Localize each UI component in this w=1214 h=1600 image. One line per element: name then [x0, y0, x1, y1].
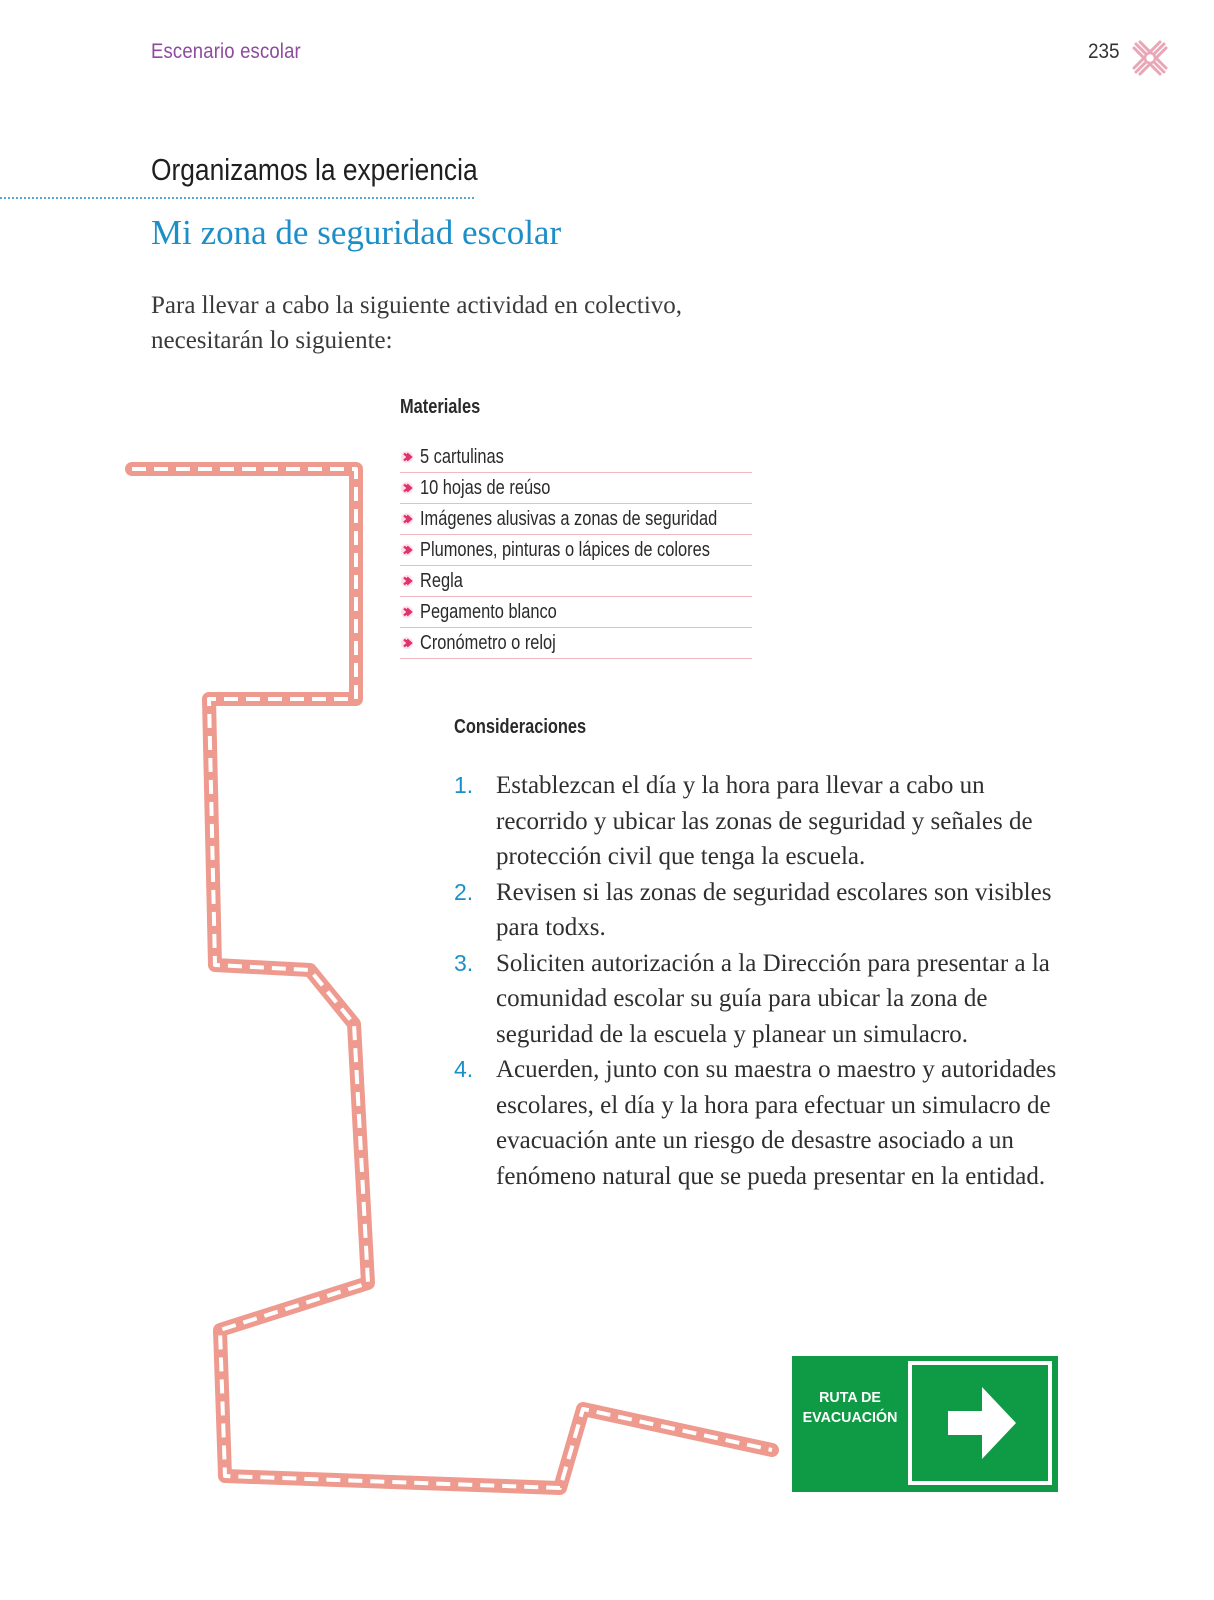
material-item — [400, 628, 752, 659]
material-item — [400, 535, 752, 566]
intro-paragraph: Para llevar a cabo la siguiente actividad en colectivo, necesitarán lo siguiente: — [151, 292, 683, 354]
chevron-bullet-icon — [400, 512, 414, 526]
dotted-divider — [0, 197, 474, 199]
consideration-item — [454, 946, 1074, 1053]
section-kicker: Organizamos la experiencia — [151, 152, 478, 187]
material-item-label: Pegamento blanco — [420, 600, 557, 623]
chevron-bullet-icon — [400, 636, 414, 650]
page-title: Mi zona de seguridad escolar — [151, 213, 562, 252]
step-number: 2. — [454, 878, 474, 905]
consideration-item — [454, 1052, 1074, 1194]
materials-list — [400, 442, 752, 659]
material-item-label: Imágenes alusivas a zonas de seguridad — [420, 507, 718, 530]
evacuation-route-sign — [792, 1356, 1058, 1492]
considerations-heading: Consideraciones — [454, 716, 587, 738]
step-text: Revisen si las zonas de seguridad escolares son visibles para todxs. — [496, 878, 1052, 941]
chevron-bullet-icon — [400, 574, 414, 588]
step-number: 4. — [454, 1056, 474, 1082]
sign-label-line-2: EVACUACIÓN — [802, 1409, 898, 1426]
page-number: 235 — [1088, 40, 1120, 63]
sign-label — [797, 1388, 903, 1428]
material-item-label: 10 hojas de reúso — [420, 476, 551, 499]
step-text: Establezcan el día y la hora para llevar a cabo un recorrido y ubicar las zonas de seguridad y señales de protección civil que tenga la escuela. — [496, 772, 1033, 870]
woven-star-icon — [1130, 38, 1170, 78]
chevron-bullet-icon — [400, 450, 414, 464]
chevron-bullet-icon — [400, 481, 414, 495]
chevron-bullet-icon — [400, 605, 414, 619]
materials-heading: Materiales — [400, 396, 481, 418]
material-item — [400, 566, 752, 597]
section-label: Escenario escolar — [151, 40, 301, 63]
considerations-list — [454, 768, 1074, 1194]
step-number: 3. — [454, 949, 474, 976]
consideration-item — [454, 875, 1074, 946]
material-item-label: Plumones, pinturas o lápices de colores — [420, 538, 710, 561]
material-item-label: Regla — [420, 569, 463, 592]
step-text: Soliciten autorización a la Dirección para presentar a la comunidad escolar su guía para ubicar la zona de seguridad de la escuela y planear un simulacro. — [496, 949, 1050, 1048]
material-item — [400, 597, 752, 628]
material-item-label: 5 cartulinas — [420, 445, 504, 468]
sign-arrow-box — [908, 1361, 1052, 1485]
chevron-bullet-icon — [400, 543, 414, 557]
material-item — [400, 504, 752, 535]
material-item — [400, 473, 752, 504]
right-arrow-icon — [912, 1365, 1048, 1481]
material-item-label: Cronómetro o reloj — [420, 631, 556, 654]
step-number: 1. — [454, 772, 474, 798]
step-text: Acuerden, junto con su maestra o maestro y autoridades escolares, el día y la hora para efectuar un simulacro de evacuación ante un riesgo de desastre asociado a un fenómeno natural que se pueda presentar en la entidad. — [496, 1056, 1057, 1190]
material-item — [400, 442, 752, 473]
consideration-item — [454, 768, 1074, 875]
sign-label-line-1: RUTA DE — [819, 1389, 881, 1406]
